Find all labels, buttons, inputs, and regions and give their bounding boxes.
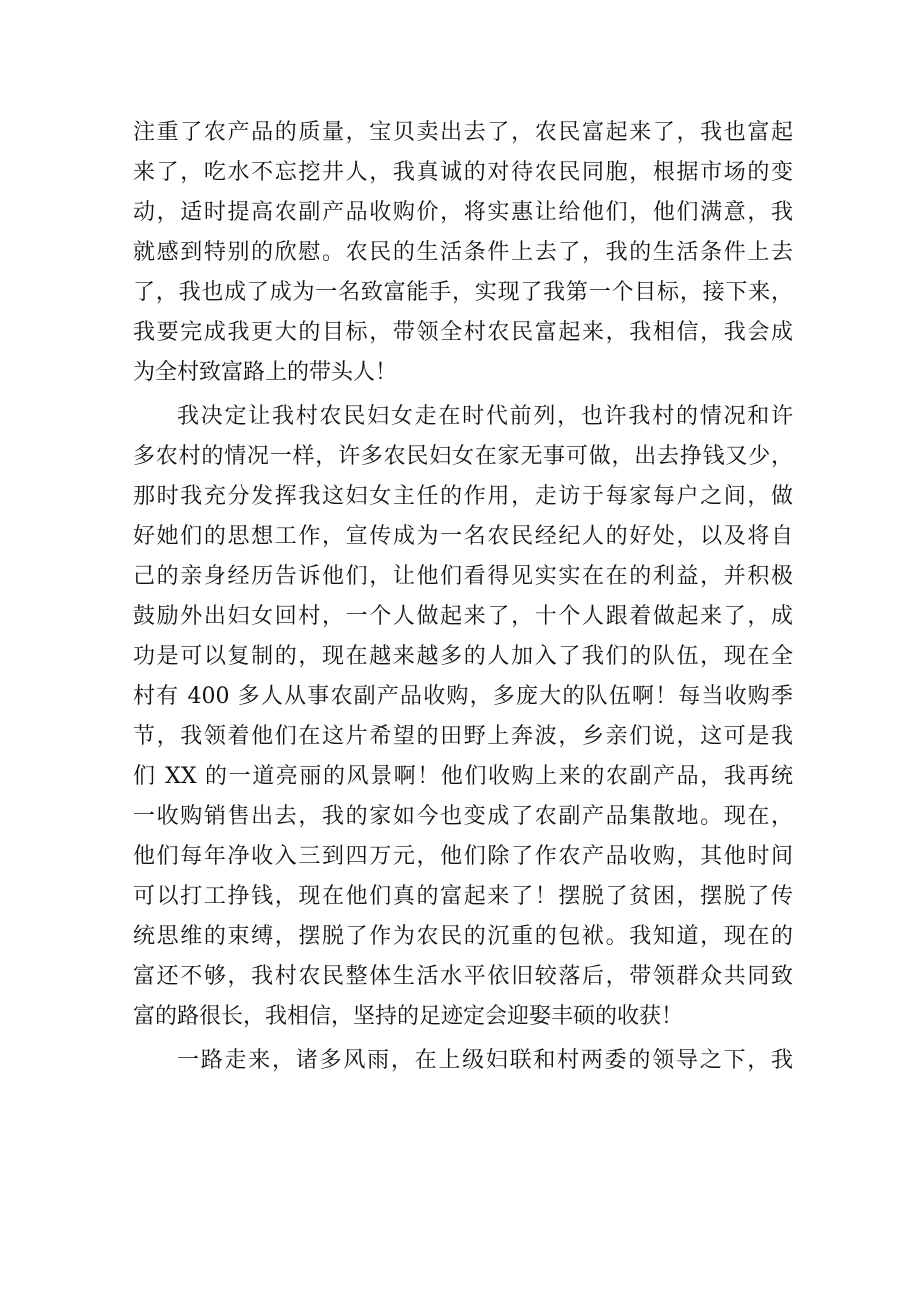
text-line: 好她们的思想工作，宣传成为一名农民经纪人的好处，以及将自: [133, 524, 793, 549]
paragraph-3: [133, 1041, 793, 1081]
text-line: 来了，吃水不忘挖井人，我真诚的对待农民同胞，根据市场的变: [133, 160, 793, 185]
text-line: 们 XX 的一道亮丽的风景啊！他们收购上来的农副产品，我再统: [133, 764, 794, 789]
text-line: 节，我领着他们在这片希望的田野上奔波，乡亲们说，这可是我: [133, 724, 793, 749]
text-line: 统思维的束缚，摆脱了作为农民的沉重的包袱。我知道，现在的: [133, 924, 793, 949]
paragraph-2: [133, 397, 793, 1037]
text-line: 己的亲身经历告诉他们，让他们看得见实实在在的利益，并积极: [133, 564, 793, 589]
text-line: 他们每年净收入三到四万元，他们除了作农产品收购，其他时间: [133, 844, 793, 869]
text-line: 富还不够，我村农民整体生活水平依旧较落后，带领群众共同致: [133, 964, 793, 989]
text-line: 我要完成我更大的目标，带领全村农民富起来，我相信，我会成: [133, 320, 793, 345]
text-line: 鼓励外出妇女回村，一个人做起来了，十个人跟着做起来了，成: [133, 604, 793, 629]
text-line: 为全村致富路上的带头人！: [133, 360, 398, 385]
text-line: 一路走来，诸多风雨，在上级妇联和村两委的领导之下，我: [177, 1048, 793, 1073]
text-line: 我决定让我村农民妇女走在时代前列，也许我村的情况和许: [177, 404, 793, 429]
text-line: 多农村的情况一样，许多农民妇女在家无事可做，出去挣钱又少，: [133, 444, 793, 469]
text-line: 那时我充分发挥我这妇女主任的作用，走访于每家每户之间，做: [133, 484, 793, 509]
text-line: 可以打工挣钱，现在他们真的富起来了！摆脱了贫困，摆脱了传: [133, 884, 793, 909]
text-line: 注重了农产品的质量，宝贝卖出去了，农民富起来了，我也富起: [133, 120, 793, 145]
text-line: 功是可以复制的，现在越来越多的人加入了我们的队伍，现在全: [133, 644, 793, 669]
document-body: [133, 113, 793, 1081]
text-line: 就感到特别的欣慰。农民的生活条件上去了，我的生活条件上去: [133, 240, 793, 265]
text-line: 动，适时提高农副产品收购价，将实惠让给他们，他们满意，我: [133, 200, 793, 225]
text-line: 富的路很长，我相信，坚持的足迹定会迎娶丰硕的收获！: [133, 1004, 684, 1029]
paragraph-1: [133, 113, 793, 393]
text-line: 了，我也成了成为一名致富能手，实现了我第一个目标，接下来，: [133, 280, 793, 305]
text-line: 村有 400 多人从事农副产品收购，多庞大的队伍啊！每当收购季: [133, 684, 793, 709]
text-line: 一收购销售出去，我的家如今也变成了农副产品集散地。现在，: [133, 804, 793, 829]
